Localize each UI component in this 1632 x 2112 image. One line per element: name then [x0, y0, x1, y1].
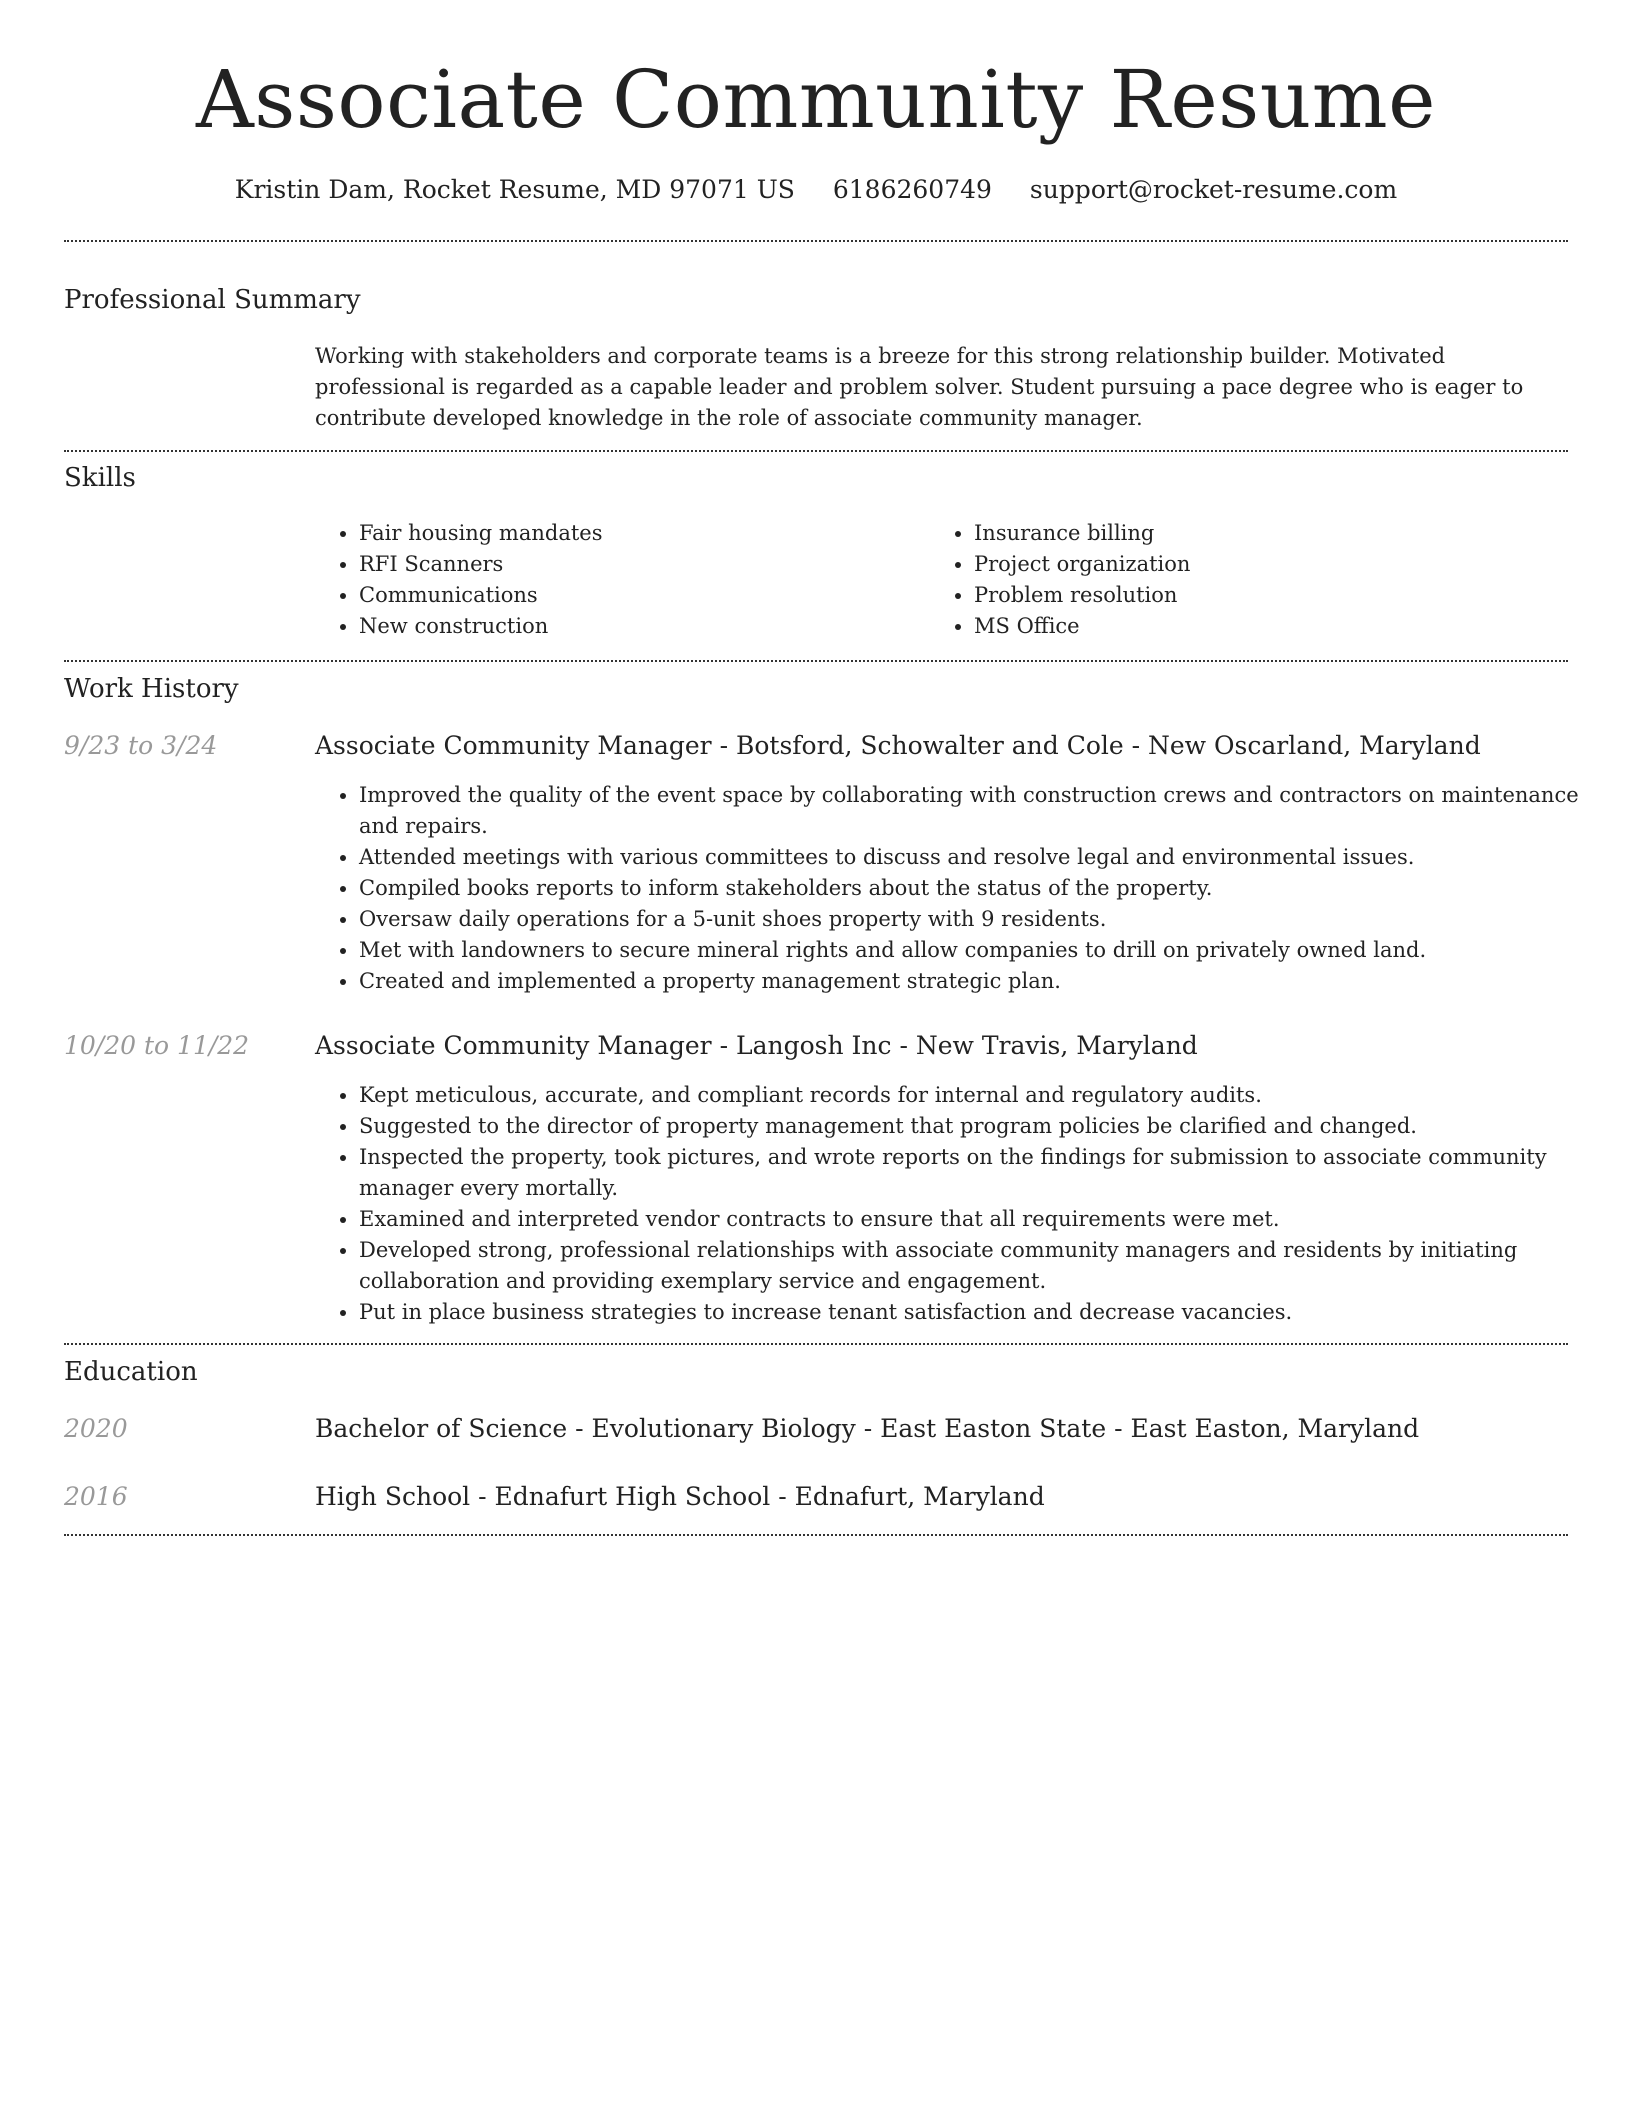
skill-item: • Fair housing mandates	[359, 518, 919, 549]
job-dates: 9/23 to 3/24	[64, 731, 218, 760]
job-bullet: • Created and implemented a property management strategic plan.	[359, 966, 1609, 997]
job-bullet: • Met with landowners to secure mineral rights and allow companies to drill on privately owned land.	[359, 935, 1609, 966]
education-entry	[315, 1479, 1045, 1515]
skill-item: • MS Office	[974, 611, 1574, 642]
skills-list-right	[930, 518, 1574, 642]
divider	[64, 450, 1568, 452]
job-company: Langosh Inc	[735, 1031, 892, 1060]
separator: -	[1106, 1414, 1131, 1443]
job-bullet: • Developed strong, professional relationships with associate community managers and residents by initiating collaboration and providing exemplary service and engagement.	[359, 1235, 1609, 1297]
job-bullets	[315, 780, 1609, 997]
resume-title: Associate Community Resume	[196, 53, 1436, 146]
separator: -	[770, 1482, 795, 1511]
job-bullet: • Inspected the property, took pictures, and wrote reports on the findings for submission to associate community manager every mortally.	[359, 1142, 1609, 1204]
divider	[64, 240, 1568, 242]
education-degree: Bachelor of Science	[315, 1414, 568, 1443]
job-bullet: • Improved the quality of the event space by collaborating with construction crews and contractors on maintenance and repairs.	[359, 780, 1609, 842]
job-title: Associate Community Manager	[315, 731, 712, 760]
separator: -	[891, 1031, 916, 1060]
separator: -	[1123, 731, 1149, 760]
separator: -	[711, 731, 736, 760]
education-location: East Easton, Maryland	[1130, 1414, 1420, 1443]
contact-phone: 6186260749	[832, 175, 992, 204]
skills-list-left	[315, 518, 919, 642]
separator: -	[567, 1414, 592, 1443]
job-company: Botsford, Schowalter and Cole	[735, 731, 1124, 760]
skill-item: • RFI Scanners	[359, 549, 919, 580]
education-field: Evolutionary Biology	[591, 1414, 856, 1443]
job-bullet: • Put in place business strategies to increase tenant satisfaction and decrease vacancies.	[359, 1297, 1609, 1328]
education-entry	[315, 1411, 1419, 1447]
job-location: New Oscarland, Maryland	[1148, 731, 1481, 760]
divider	[64, 1343, 1568, 1345]
job-dates: 10/20 to 11/22	[64, 1031, 250, 1060]
job-bullet: • Suggested to the director of property management that program policies be clarified and changed.	[359, 1111, 1609, 1142]
job-header	[315, 728, 1481, 764]
divider	[64, 1534, 1568, 1536]
education-location: Ednafurt, Maryland	[794, 1482, 1045, 1511]
divider	[64, 660, 1568, 662]
job-bullet: • Compiled books reports to inform stakeholders about the status of the property.	[359, 873, 1609, 904]
work-heading: Work History	[64, 674, 239, 704]
skills-heading: Skills	[64, 463, 136, 493]
separator: -	[470, 1482, 495, 1511]
skill-item: • Communications	[359, 580, 919, 611]
job-bullets	[315, 1080, 1609, 1328]
separator: -	[711, 1031, 736, 1060]
contact-line	[0, 172, 1632, 208]
summary-text: Working with stakeholders and corporate teams is a breeze for this strong relationship builder. Motivated professional is regarded as a capable leader and problem solver. Student pursuing a pace degree who is eager to contribute developed knowledge in the role of associate community manager.	[315, 344, 1524, 430]
skill-item: • Problem resolution	[974, 580, 1574, 611]
education-degree: High School	[315, 1482, 471, 1511]
education-year: 2016	[64, 1482, 128, 1511]
job-bullet: • Attended meetings with various committees to discuss and resolve legal and environmental issues.	[359, 842, 1609, 873]
skill-item: • New construction	[359, 611, 919, 642]
skill-item: • Project organization	[974, 549, 1574, 580]
skill-item: • Insurance billing	[974, 518, 1574, 549]
contact-address: Kristin Dam, Rocket Resume, MD 97071 US	[234, 175, 795, 204]
education-year: 2020	[64, 1414, 128, 1443]
job-location: New Travis, Maryland	[915, 1031, 1198, 1060]
job-bullet: • Oversaw daily operations for a 5-unit shoes property with 9 residents.	[359, 904, 1609, 935]
job-header	[315, 1028, 1198, 1064]
education-school: Ednafurt High School	[494, 1482, 771, 1511]
job-title: Associate Community Manager	[315, 1031, 712, 1060]
job-bullet: • Kept meticulous, accurate, and compliant records for internal and regulatory audits.	[359, 1080, 1609, 1111]
education-school: East Easton State	[880, 1414, 1107, 1443]
separator: -	[855, 1414, 881, 1443]
job-bullet: • Examined and interpreted vendor contracts to ensure that all requirements were met.	[359, 1204, 1609, 1235]
contact-email: support@rocket-resume.com	[1029, 175, 1398, 204]
education-heading: Education	[64, 1357, 198, 1387]
summary-heading: Professional Summary	[64, 285, 361, 315]
